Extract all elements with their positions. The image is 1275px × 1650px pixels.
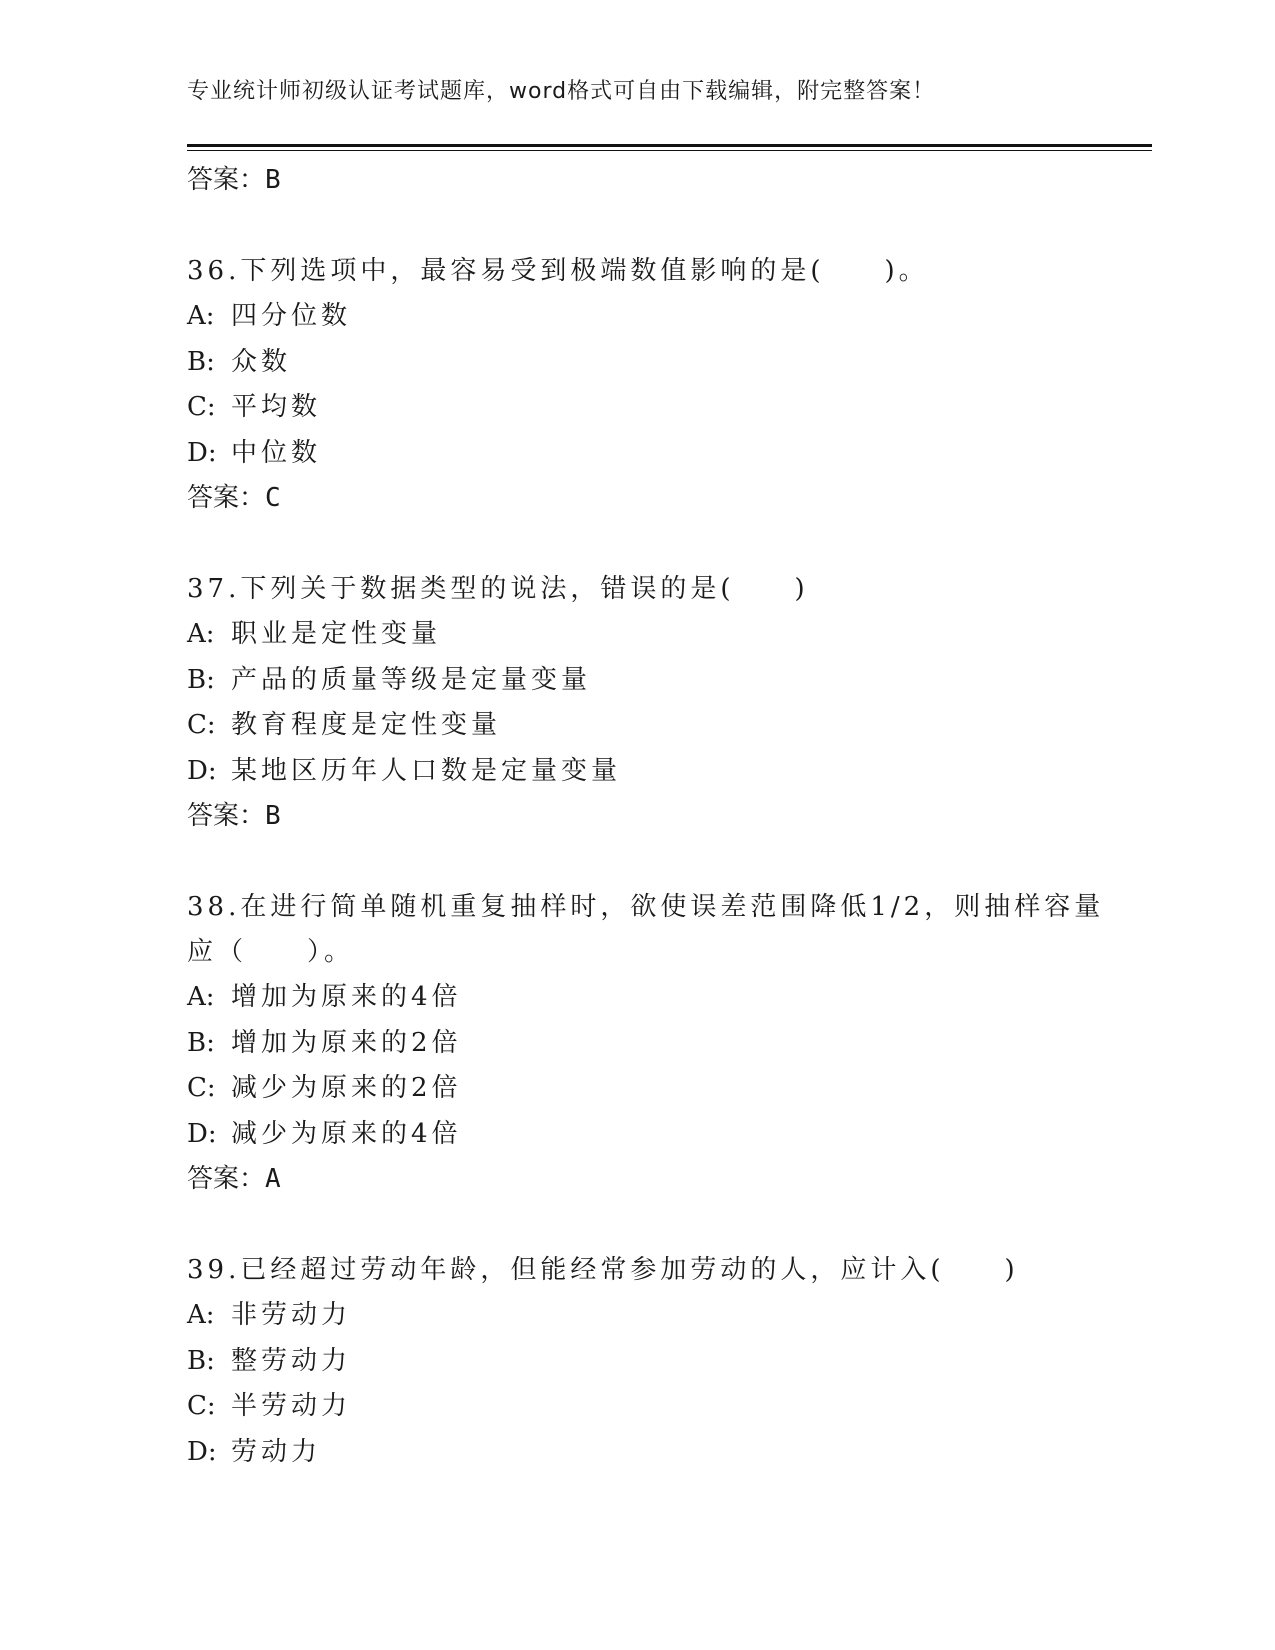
question-36-stem: 36.下列选项中，最容易受到极端数值影响的是( )。 xyxy=(187,256,929,286)
question-38-stem-line-1: 38.在进行简单随机重复抽样时，欲使误差范围降低1/2，则抽样容量 xyxy=(187,892,1105,922)
option-key: B: xyxy=(187,346,215,377)
question-39 xyxy=(187,1248,1152,1475)
question-38-option-a xyxy=(187,975,1152,1021)
option-text: 非劳动力 xyxy=(231,1300,352,1330)
option-text: 减少为原来的4倍 xyxy=(231,1118,462,1149)
option-text: 半劳动力 xyxy=(231,1391,352,1421)
option-key: D: xyxy=(187,1118,217,1149)
option-key: C: xyxy=(187,392,216,422)
question-37-answer xyxy=(187,794,1152,838)
option-text: 劳动力 xyxy=(231,1436,322,1467)
header-rule-thick xyxy=(187,144,1152,147)
question-36-answer xyxy=(187,476,1152,520)
answer-label: 答案： xyxy=(187,483,266,513)
question-37-option-c xyxy=(187,703,1152,749)
question-37-stem: 37.下列关于数据类型的说法，错误的是( ) xyxy=(187,574,809,604)
question-36 xyxy=(187,249,1152,520)
option-text: 增加为原来的4倍 xyxy=(231,982,462,1012)
question-38-option-c xyxy=(187,1066,1152,1112)
question-36-option-d xyxy=(187,431,1152,477)
answer-label: 答案： xyxy=(187,165,266,195)
question-38-option-b xyxy=(187,1021,1152,1067)
question-38-stem-line-2: 应（ ）。 xyxy=(187,937,355,967)
option-text: 平均数 xyxy=(231,392,322,422)
option-text: 中位数 xyxy=(231,437,322,468)
question-39-option-a xyxy=(187,1293,1152,1339)
option-text: 某地区历年人口数是定量变量 xyxy=(231,755,622,786)
option-key: D: xyxy=(187,755,217,786)
option-key: C: xyxy=(187,710,216,740)
question-38 xyxy=(187,885,1152,1201)
question-38-option-d xyxy=(187,1112,1152,1158)
option-key: B: xyxy=(187,664,215,695)
question-37 xyxy=(187,567,1152,838)
question-38-answer xyxy=(187,1157,1152,1201)
option-key: B: xyxy=(187,1345,215,1376)
question-37-option-b xyxy=(187,658,1152,704)
answer-value: B xyxy=(265,801,281,831)
header-rule-thin xyxy=(187,150,1152,151)
answer-value: B xyxy=(265,165,281,195)
question-36-option-c xyxy=(187,385,1152,431)
answer-value: C xyxy=(265,483,281,513)
option-text: 增加为原来的2倍 xyxy=(231,1027,462,1058)
option-key: A: xyxy=(187,1300,215,1330)
option-key: B: xyxy=(187,1027,215,1058)
question-39-option-b xyxy=(187,1339,1152,1385)
answer-label: 答案： xyxy=(187,801,266,831)
option-text: 整劳动力 xyxy=(231,1345,352,1376)
answer-label: 答案： xyxy=(187,1164,266,1194)
question-37-option-d xyxy=(187,749,1152,795)
question-37-option-a xyxy=(187,612,1152,658)
question-39-option-c xyxy=(187,1384,1152,1430)
option-key: A: xyxy=(187,619,215,649)
question-36-option-a xyxy=(187,294,1152,340)
option-text: 产品的质量等级是定量变量 xyxy=(231,664,592,695)
option-key: A: xyxy=(187,982,215,1012)
option-key: C: xyxy=(187,1073,216,1103)
option-text: 众数 xyxy=(231,346,292,377)
option-key: D: xyxy=(187,1436,217,1467)
option-text: 四分位数 xyxy=(231,301,352,331)
option-text: 职业是定性变量 xyxy=(231,619,442,649)
option-text: 减少为原来的2倍 xyxy=(231,1073,462,1103)
question-36-option-b xyxy=(187,340,1152,386)
answer-value: A xyxy=(265,1164,281,1194)
question-39-stem: 39.已经超过劳动年龄，但能经常参加劳动的人，应计入( ) xyxy=(187,1255,1019,1285)
page-header: 专业统计师初级认证考试题库，word格式可自由下载编辑，附完整答案！ xyxy=(187,79,936,104)
option-key: C: xyxy=(187,1391,216,1421)
option-key: A: xyxy=(187,301,215,331)
answer-prev xyxy=(187,158,1152,202)
question-39-option-d xyxy=(187,1430,1152,1476)
question-list xyxy=(187,158,1152,1475)
option-key: D: xyxy=(187,437,217,468)
option-text: 教育程度是定性变量 xyxy=(231,710,502,740)
